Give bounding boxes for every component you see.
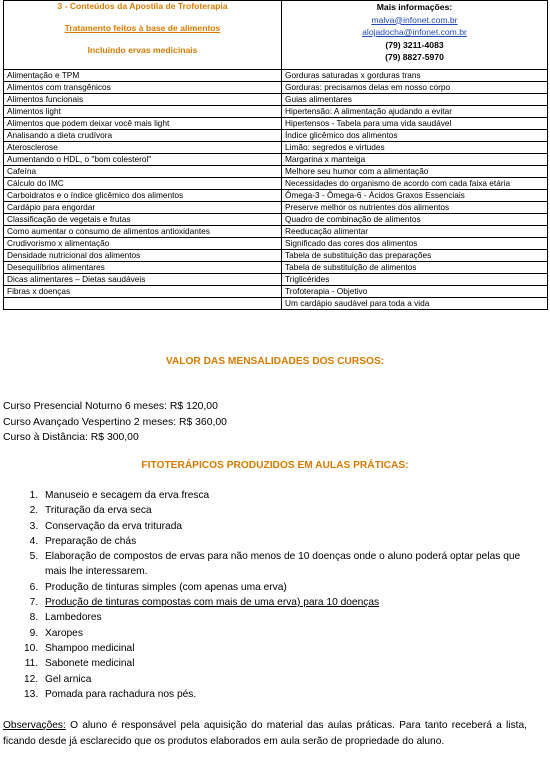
topic-cell-left: Alimentos que podem deixar você mais light bbox=[4, 118, 282, 130]
table-row bbox=[4, 190, 548, 202]
topic-cell-left: Cardápio para engordar bbox=[4, 202, 282, 214]
table-row bbox=[4, 262, 548, 274]
table-row bbox=[4, 118, 548, 130]
topic-cell-right: Triglicérides bbox=[282, 274, 548, 286]
topic-cell-right: Necessidades do organismo de acordo com cada faixa etária bbox=[282, 178, 548, 190]
topic-cell-right: Significado das cores dos alimentos bbox=[282, 238, 548, 250]
topic-cell-right: Hipertensos - Tabela para uma vida saudável bbox=[282, 118, 548, 130]
apostila-note: Incluindo ervas medicinais bbox=[87, 45, 198, 55]
list-item: 2. Trituração da erva seca bbox=[41, 503, 541, 518]
topic-cell-left: Analisando a dieta crudívora bbox=[4, 130, 282, 142]
list-item: 12. Gel arnica bbox=[41, 672, 541, 687]
list-item: 6. Produção de tinturas simples (com apenas uma erva) bbox=[41, 580, 541, 595]
topic-cell-right: Tabela de substituição das preparações bbox=[282, 250, 548, 262]
topics-table bbox=[3, 0, 548, 310]
document bbox=[3, 0, 547, 747]
topic-cell-left: Alimentos com transgênicos bbox=[4, 82, 282, 94]
list-item: 10. Shampoo medicinal bbox=[41, 641, 541, 656]
fees-title: VALOR DAS MENSALIDADES DOS CURSOS: bbox=[165, 356, 385, 367]
topic-cell-right: Hipertensão: A alimentação ajudando a evitar bbox=[282, 106, 548, 118]
topic-cell-right: Gorduras saturadas x gorduras trans bbox=[282, 70, 548, 82]
phone-1: (79) 3211-4083 bbox=[385, 39, 444, 50]
topic-cell-left: Aterosclerose bbox=[4, 142, 282, 154]
table-row bbox=[4, 178, 548, 190]
table-row bbox=[4, 106, 548, 118]
table-row bbox=[4, 298, 548, 310]
topic-cell-right: Índice glicêmico dos alimentos bbox=[282, 130, 548, 142]
table-row bbox=[4, 202, 548, 214]
table-row bbox=[4, 142, 548, 154]
topic-cell-right: Melhore seu humor com a alimentação bbox=[282, 166, 548, 178]
topic-cell-left: Crudivorismo x alimentação bbox=[4, 238, 282, 250]
topic-cell-left: Alimentos light bbox=[4, 106, 282, 118]
topic-cell-right: Limão: segredos e virtudes bbox=[282, 142, 548, 154]
topic-cell-right: Margarina x manteiga bbox=[282, 154, 548, 166]
email-link-1[interactable]: malva@infonet.com.br bbox=[371, 14, 458, 25]
topic-cell-left: Classificação de vegetais e frutas bbox=[4, 214, 282, 226]
list-item: 1. Manuseio e secagem da erva fresca bbox=[41, 488, 541, 503]
topic-cell-left: Desequilíbrios alimentares bbox=[4, 262, 282, 274]
list-item: 3. Conservação da erva triturada bbox=[41, 519, 541, 534]
fees-list bbox=[3, 399, 227, 446]
topic-cell-left: Como aumentar o consumo de alimentos antioxidantes bbox=[4, 226, 282, 238]
list-item: 8. Lambedores bbox=[41, 610, 541, 625]
table-row bbox=[4, 238, 548, 250]
table-row bbox=[4, 130, 548, 142]
phyto-list bbox=[3, 488, 541, 702]
topic-cell-right: Tabela de substituição de alimentos bbox=[282, 262, 548, 274]
table-header-row bbox=[4, 1, 548, 70]
observations-text: O aluno é responsável pela aquisição do material das aulas práticas. Para tanto receberá a lista, ficando desde já esclarecido que os produtos elaborados em aula serão de propriedade do aluno. bbox=[3, 720, 527, 747]
table-row bbox=[4, 214, 548, 226]
topic-cell-left: Cálculo do IMC bbox=[4, 178, 282, 190]
topic-rows bbox=[4, 70, 548, 310]
fee-item: Curso Presencial Noturno 6 meses: R$ 120,00 bbox=[3, 401, 218, 412]
list-item: 7. Produção de tinturas compostas com mais de uma erva) para 10 doenças bbox=[41, 595, 541, 610]
table-row bbox=[4, 70, 548, 82]
topic-cell-left: Alimentos funcionais bbox=[4, 94, 282, 106]
email-link-2[interactable]: alojadocha@infonet.com.br bbox=[362, 27, 467, 38]
fee-item: Curso à Distância: R$ 300,00 bbox=[3, 432, 139, 444]
list-item: 5. Elaboração de compostos de ervas para não menos de 10 doenças onde o aluno poderá optar pelas que mais lhe interessarem. bbox=[41, 549, 541, 580]
list-item: 4. Preparação de chás bbox=[41, 534, 541, 549]
observations bbox=[3, 718, 527, 749]
topic-cell-right: Um cardápio saudável para toda a vida bbox=[282, 298, 548, 310]
topic-cell-right: Reeducação alimentar bbox=[282, 226, 548, 238]
table-row bbox=[4, 250, 548, 262]
table-row bbox=[4, 82, 548, 94]
topic-cell-right: Quadro de combinação de alimentos bbox=[282, 214, 548, 226]
topic-cell-right: Guias alimentares bbox=[282, 94, 548, 106]
list-item: 13. Pomada para rachadura nos pés. bbox=[41, 687, 541, 702]
table-row bbox=[4, 94, 548, 106]
phyto-title bbox=[3, 460, 547, 471]
topic-cell-left: Aumentando o HDL, o "bom colesterol" bbox=[4, 154, 282, 166]
topic-cell-left: Fibras x doenças bbox=[4, 286, 282, 298]
topic-cell-left: Dicas alimentares – Dietas saudáveis bbox=[4, 274, 282, 286]
topic-cell-right: Preserve melhor os nutrientes dos alimentos bbox=[282, 202, 548, 214]
table-row bbox=[4, 166, 548, 178]
header-left-cell bbox=[4, 1, 282, 70]
phyto-title-text: FITOTERÁPICOS PRODUZIDOS EM AULAS PRÁTICAS: bbox=[141, 460, 409, 471]
apostila-title: 3 - Conteúdos da Apostila de Trofoterapia bbox=[57, 1, 228, 11]
topic-cell-left: Densidade nutricional dos alimentos bbox=[4, 250, 282, 262]
contact-title: Mais informações: bbox=[376, 2, 453, 12]
topic-cell-right: Gorduras: precisamos delas em nosso corpo bbox=[282, 82, 548, 94]
observations-label: Observações: bbox=[3, 720, 66, 731]
topic-cell-left bbox=[4, 298, 282, 310]
fee-item: Curso Avançado Vespertino 2 meses: R$ 360,00 bbox=[3, 416, 227, 428]
topic-cell-left: Alimentação e TPM bbox=[4, 70, 282, 82]
table-row bbox=[4, 154, 548, 166]
table-row bbox=[4, 226, 548, 238]
header-right-cell bbox=[282, 1, 548, 70]
topic-cell-left: Carboidratos e o índice glicêmico dos alimentos bbox=[4, 190, 282, 202]
topic-cell-right: Ômega-3 - Ômega-6 - Ácidos Graxos Essenciais bbox=[282, 190, 548, 202]
topic-cell-right: Trofoterapia - Objetivo bbox=[282, 286, 548, 298]
list-item: 11. Sabonete medicinal bbox=[41, 656, 541, 671]
table-row bbox=[4, 274, 548, 286]
phone-2: (79) 8827-5970 bbox=[385, 52, 444, 63]
apostila-subtitle: Tratamento feitos à base de alimentos bbox=[64, 23, 221, 33]
topic-cell-left: Cafeína bbox=[4, 166, 282, 178]
list-item: 9. Xaropes bbox=[41, 626, 541, 641]
table-row bbox=[4, 286, 548, 298]
